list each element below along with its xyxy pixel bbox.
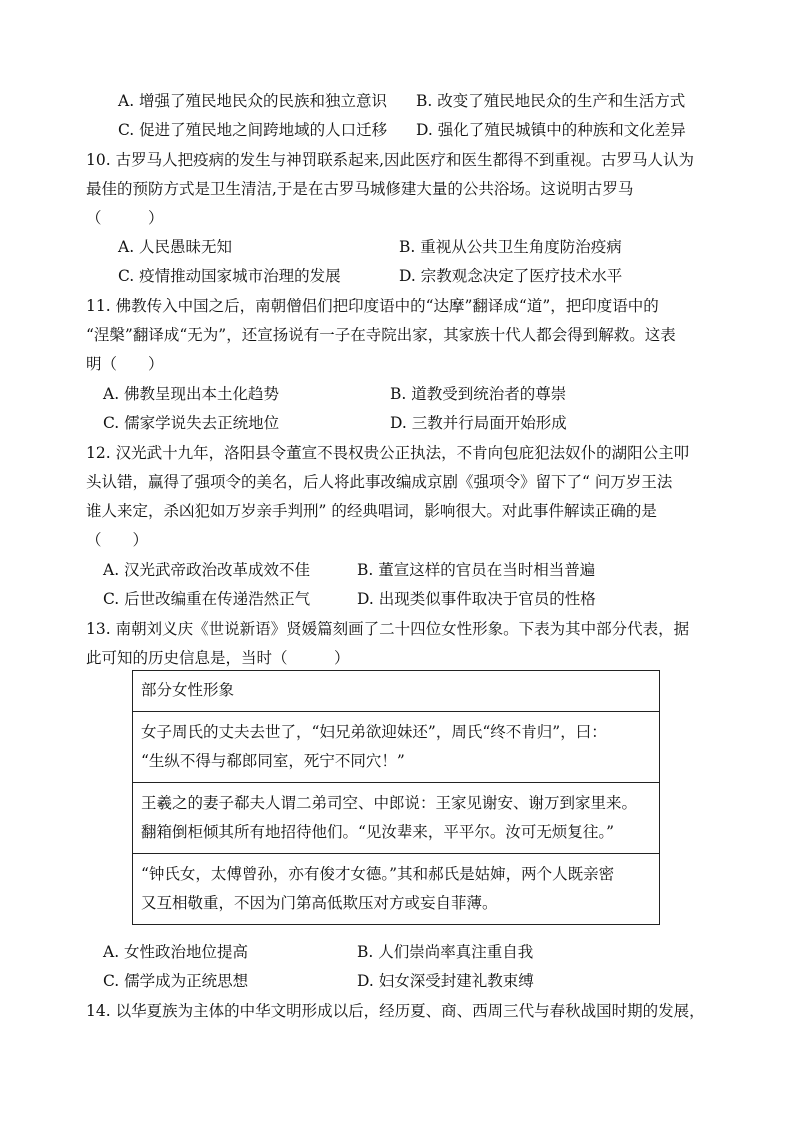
row-text-line: 又互相敬重，不因为门第高低欺压对方或妄自菲薄。: [141, 894, 498, 912]
q10-option-b[interactable]: B. 重视从公共卫生角度防治疫病: [399, 238, 622, 256]
table-row: [133, 854, 660, 925]
q14-stem-line-1: 14. 以华夏族为主体的中华文明形成以后，经历夏、商、西周三代与春秋战国时期的发展，: [86, 1002, 705, 1020]
q13-option-c[interactable]: C. 儒学成为正统思想: [103, 972, 249, 990]
table-cell-xi: [133, 783, 660, 854]
q13-stem-line-2: 此可知的历史信息是，当时（ ）: [86, 649, 350, 667]
q12-option-c[interactable]: C. 后世改编重在传递浩然正气: [103, 590, 311, 608]
q10-stem-line-1: 10. 古罗马人把疫病的发生与神罚联系起来,因此医疗和医生都得不到重视。古罗马人认为: [86, 151, 695, 169]
q13-option-b[interactable]: B. 人们崇尚率真注重自我: [357, 943, 534, 961]
q12-stem-line-2: 头认错，赢得了强项令的美名，后人将此事改编成京剧《强项令》留下了“ 问万岁王法: [86, 473, 673, 491]
row-text-line: 翻箱倒柜倾其所有地招待他们。“见汝辈来，平平尔。汝可无烦复往。”: [141, 823, 615, 841]
q13-option-a[interactable]: A. 女性政治地位提高: [103, 943, 249, 961]
q10-option-a[interactable]: A. 人民愚昧无知: [118, 238, 233, 256]
q10-option-d[interactable]: D. 宗教观念决定了医疗技术水平: [399, 267, 623, 285]
q11-option-d[interactable]: D. 三教并行局面开始形成: [390, 414, 567, 432]
q12-option-a[interactable]: A. 汉光武帝政治改革成效不佳: [103, 561, 311, 579]
q9-option-b[interactable]: B. 改变了殖民地民众的生产和生活方式: [416, 92, 686, 110]
q13-option-d[interactable]: D. 妇女深受封建礼教束缚: [357, 972, 534, 990]
q11-stem-line-2: “涅槃”翻译成“无为”，还宣扬说有一子在寺院出家，其家族十代人都会得到解救。这表: [86, 326, 676, 344]
q11-stem-line-3: 明（ ）: [86, 355, 164, 373]
q10-stem-line-2: 最佳的预防方式是卫生清洁,于是在古罗马城修建大量的公共浴场。这说明古罗马: [86, 180, 634, 198]
table-cell-zhong: [133, 854, 660, 925]
q9-option-c[interactable]: C. 促进了殖民地之间跨地域的人口迁移: [118, 121, 388, 139]
q11-option-a[interactable]: A. 佛教呈现出本土化趋势: [103, 385, 280, 403]
q9-option-d[interactable]: D. 强化了殖民城镇中的种族和文化差异: [416, 121, 686, 139]
table-cell-zhou: [133, 712, 660, 783]
row-text-line: “生纵不得与郗郎同室，死宁不同穴！”: [141, 752, 405, 770]
q11-option-c[interactable]: C. 儒家学说失去正统地位: [103, 414, 280, 432]
q12-stem-line-1: 12. 汉光武十九年，洛阳县令董宣不畏权贵公正执法，不肯向包庇犯法奴仆的湖阳公主叩: [86, 444, 690, 462]
q11-option-b[interactable]: B. 道教受到统治者的尊崇: [390, 385, 567, 403]
q9-option-a[interactable]: A. 增强了殖民地民众的民族和独立意识: [118, 92, 388, 110]
table-header-text: 部分女性形象: [141, 681, 235, 699]
q10-option-c[interactable]: C. 疫情推动国家城市治理的发展: [118, 267, 341, 285]
table-row: [133, 783, 660, 854]
q12-option-d[interactable]: D. 出现类似事件取决于官员的性格: [357, 590, 596, 608]
row-text-line: “钟氏女，太傅曾孙，亦有俊才女德。”其和郝氏是姑婶，两个人既亲密: [141, 865, 615, 883]
row-text-line: 女子周氏的丈夫去世了，“妇兄弟欲迎妹还”，周氏“终不肯归”，曰：: [141, 723, 607, 741]
table-header-row: [133, 671, 660, 712]
table-row: [133, 712, 660, 783]
row-text-line: 王羲之的妻子郗夫人谓二弟司空、中郎说：王家见谢安、谢万到家里来。: [141, 794, 638, 812]
female-figures-table: [132, 670, 660, 925]
q11-stem-line-1: 11. 佛教传入中国之后，南朝僧侣们把印度语中的“达摩”翻译成“道”，把印度语中的: [86, 297, 659, 315]
q12-stem-line-3: 谁人来定，杀凶犯如万岁亲手判刑” 的经典唱词，影响很大。对此事件解读正确的是: [86, 502, 657, 520]
q12-answer-blank: （ ）: [86, 531, 149, 549]
q10-answer-blank: （ ）: [86, 209, 164, 227]
q12-option-b[interactable]: B. 董宣这样的官员在当时相当普遍: [357, 561, 596, 579]
q13-stem-line-1: 13. 南朝刘义庆《世说新语》贤媛篇刻画了二十四位女性形象。下表为其中部分代表，据: [86, 620, 690, 638]
table-header-cell: [133, 671, 660, 712]
